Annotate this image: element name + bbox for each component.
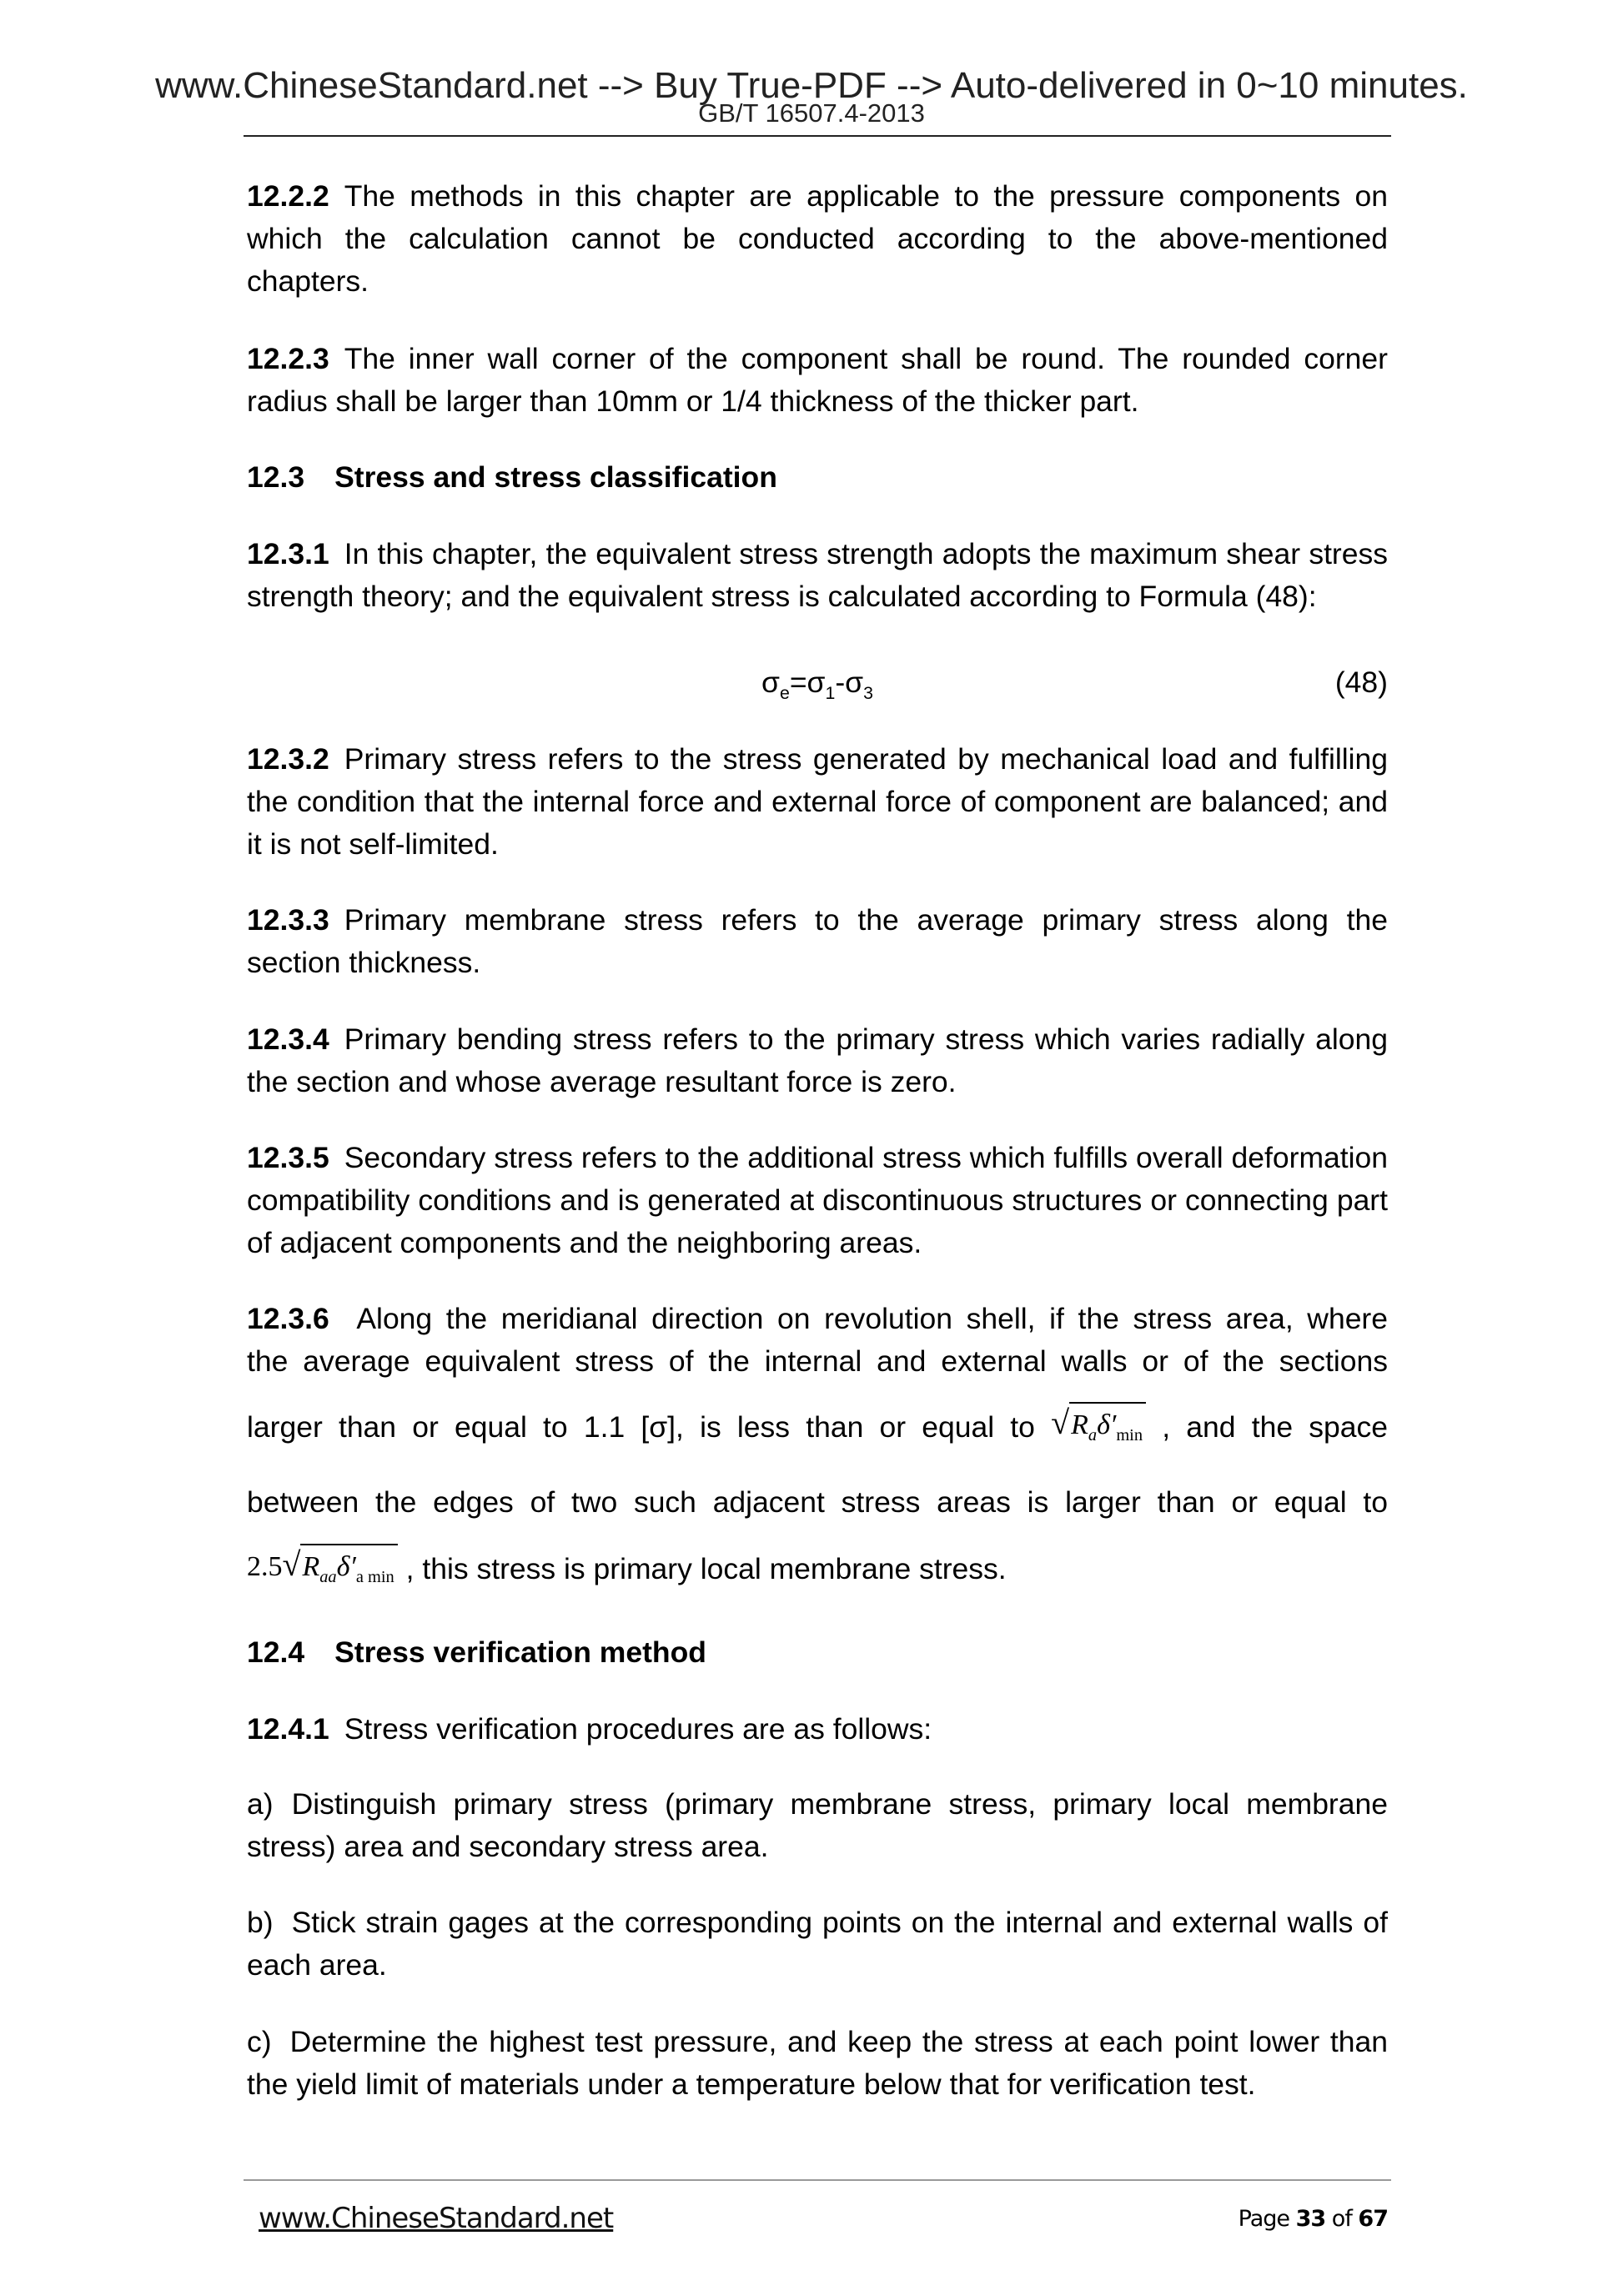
clause-text: Primary membrane stress refers to the average primary stress along the section thickness. <box>247 903 1388 979</box>
item-label: a) <box>247 1787 274 1821</box>
clause-text: Secondary stress refers to the additional stress which fulfills overall deformation compatibility conditions and is generated at discontinuous structures or connecting part of adjacent components and the neighboring areas. <box>247 1141 1388 1259</box>
footer-website-link[interactable]: www.ChineseStandard.net <box>259 2202 614 2235</box>
clause-text: The methods in this chapter are applicable to the pressure components on which the calculation cannot be conducted according to the above-mentioned chapters. <box>247 179 1388 298</box>
clause-line: 12.3.6 Along the meridianal direction on revolution shell, if the stress area, where <box>247 1302 1389 1335</box>
list-item <box>247 1783 1388 1868</box>
section-title: Stress and stress classification <box>334 460 777 494</box>
clause-12-3-3 <box>247 899 1388 984</box>
clause-12-2-3 <box>247 338 1388 423</box>
clause-12-3-5 <box>247 1137 1388 1264</box>
page-number: Page 33 of 67 <box>1238 2206 1388 2232</box>
section-number: 12.4 <box>247 1635 305 1669</box>
item-label: b) <box>247 1906 274 1939</box>
sqrt-raa-delta-amin-formula: $2.5√R_{aa}\delta'_{a min}$ <box>247 1543 398 1599</box>
standard-number: GB/T 16507.4-2013 <box>698 98 925 128</box>
clause-text: Stress verification procedures are as follows: <box>344 1712 932 1746</box>
item-text: Distinguish primary stress (primary membrane stress, primary local membrane stress) area and secondary stress area. <box>247 1787 1388 1863</box>
clause-line: $2.5√R_{aa}\delta'_{a min}$ , this stress is primary local membrane stress. <box>247 1543 1388 1599</box>
clause-12-2-2 <box>247 175 1388 303</box>
clause-12-3-6 <box>247 1298 1388 1599</box>
clause-number: 12.2.3 <box>247 342 329 375</box>
clause-12-4-1 <box>247 1708 1388 1751</box>
item-label: c) <box>247 2025 272 2058</box>
list-item <box>247 2021 1388 2106</box>
equation-number: (48) <box>1334 666 1388 699</box>
clause-text: In this chapter, the equivalent stress strength adopts the maximum shear stress strength theory; and the equivalent stress is calculated according to Formula (48): <box>247 537 1388 613</box>
section-title: Stress verification method <box>334 1635 706 1669</box>
clause-number: 12.3.3 <box>247 903 329 937</box>
clause-12-3-4 <box>247 1018 1388 1103</box>
clause-text: The inner wall corner of the component shall be round. The rounded corner radius shall be larger than 10mm or 1/4 thickness of the thicker part. <box>247 342 1388 418</box>
sqrt-ra-delta-min-formula: $√R_a\delta'_{min}$ <box>1051 1401 1146 1457</box>
clause-text: Primary stress refers to the stress generated by mechanical load and fulfilling the condition that the internal force and external force of component are balanced; and it is not self-limited. <box>247 742 1388 861</box>
list-item <box>247 1902 1388 1987</box>
clause-number: 12.3.1 <box>247 537 329 570</box>
section-number: 12.3 <box>247 460 305 494</box>
clause-line: between the edges of two such adjacent stress areas is larger than or equal to <box>247 1485 1388 1519</box>
section-heading-12-4 <box>247 1631 1388 1674</box>
item-text: Stick strain gages at the corresponding points on the internal and external walls of each area. <box>247 1906 1388 1982</box>
clause-number: 12.3.4 <box>247 1022 329 1056</box>
clause-text: Primary bending stress refers to the primary stress which varies radially along the section and whose average resultant force is zero. <box>247 1022 1388 1098</box>
clause-12-3-2 <box>247 738 1388 866</box>
header-rule <box>244 135 1391 137</box>
formula-expression: $\sigma_e=\sigma_1-\sigma_3$ <box>761 666 873 704</box>
clause-line: the average equivalent stress of the internal and external walls or of the sections <box>247 1344 1388 1378</box>
clause-line: larger than or equal to 1.1 [σ], is less than or equal to $√R_a\delta'_{min}$ , and the space <box>247 1401 1388 1457</box>
item-text: Determine the highest test pressure, and keep the stress at each point lower than the yield limit of materials under a temperature below that for verification test. <box>247 2025 1388 2101</box>
footer-rule <box>244 2179 1391 2181</box>
header-banner[interactable]: www.ChineseStandard.net --> Buy True-PDF --> Auto-delivered in 0~10 minutes. <box>155 65 1468 106</box>
clause-number: 12.3.5 <box>247 1141 329 1174</box>
clause-number: 12.3.2 <box>247 742 329 776</box>
clause-12-3-1 <box>247 533 1388 618</box>
section-heading-12-3 <box>247 456 1388 499</box>
clause-number: 12.2.2 <box>247 179 329 213</box>
clause-number: 12.4.1 <box>247 1712 329 1746</box>
